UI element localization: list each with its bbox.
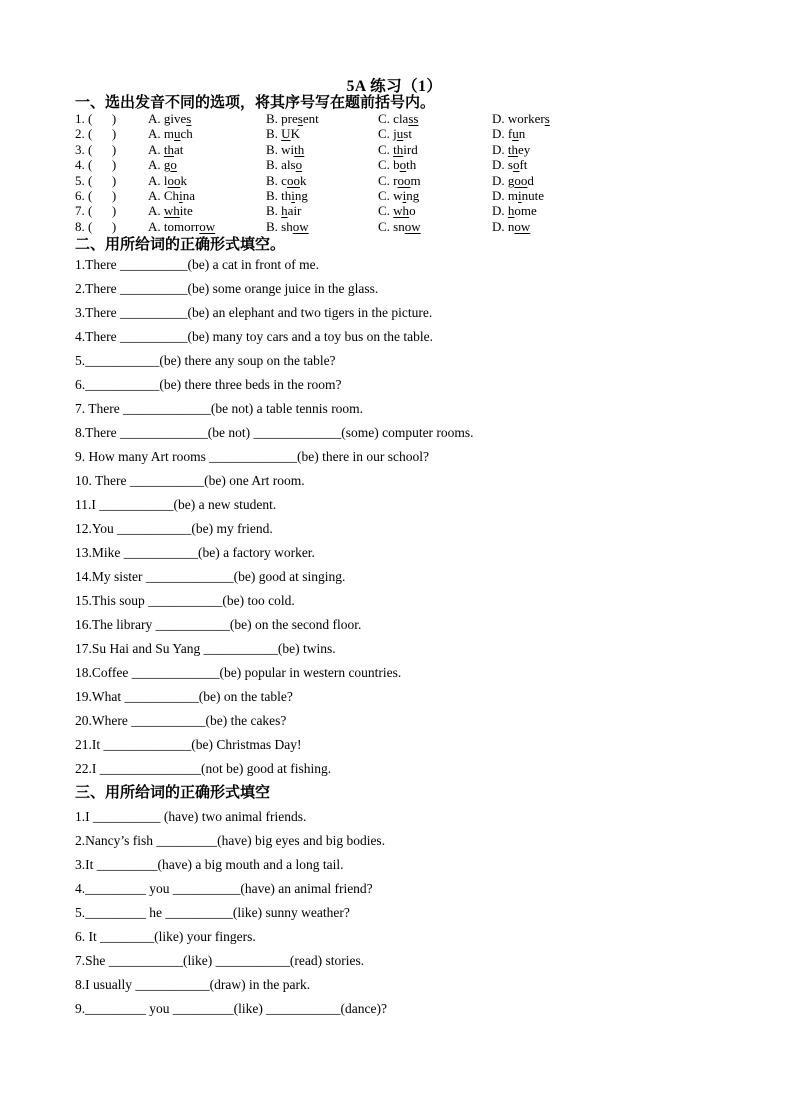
question-number-brackets: 2. ( ) <box>75 126 117 142</box>
underlined-letters: th <box>294 141 305 157</box>
page-title: 5A 练习（1） <box>346 78 443 95</box>
question-number-brackets: 8. ( ) <box>75 218 117 234</box>
underlined-letters: i <box>402 188 407 204</box>
option-a: A. China <box>148 188 195 204</box>
option-c: C. just <box>378 126 412 142</box>
option-b: B. cook <box>266 172 307 188</box>
option-b: B. also <box>266 157 303 173</box>
fill-blank-item: 6. It ________(like) your fingers. <box>75 929 256 945</box>
underlined-letters: ow <box>514 218 531 234</box>
option-d: D. fun <box>492 126 526 142</box>
fill-blank-item: 8.I usually ___________(draw) in the park. <box>75 977 311 993</box>
underlined-letters: oo <box>514 172 528 188</box>
fill-blank-item: 20.Where ___________(be) the cakes? <box>75 713 287 729</box>
underlined-letters: oo <box>397 172 411 188</box>
fill-blank-item: 7. There _____________(be not) a table tennis room. <box>75 401 364 417</box>
fill-blank-item: 4.There __________(be) many toy cars and a toy bus on the table. <box>75 329 434 345</box>
underlined-letters: oo <box>167 172 181 188</box>
option-c: C. room <box>378 172 421 188</box>
underlined-letters: ow <box>199 218 216 234</box>
section3-heading: 三、用所给词的正确形式填空 <box>75 784 271 802</box>
fill-blank-item: 18.Coffee _____________(be) popular in western countries. <box>75 665 402 681</box>
fill-blank-item: 17.Su Hai and Su Yang ___________(be) twins. <box>75 641 336 657</box>
underlined-letters: ss <box>408 111 419 126</box>
phonics-row <box>75 111 714 126</box>
option-a: A. look <box>148 172 187 188</box>
option-c: C. both <box>378 157 417 173</box>
underlined-letters: wh <box>163 203 180 219</box>
question-number-brackets: 1. ( ) <box>75 111 117 126</box>
question-number-brackets: 3. ( ) <box>75 141 117 157</box>
phonics-row <box>75 188 714 203</box>
underlined-letters: th <box>393 141 404 157</box>
underlined-letters: U <box>281 126 291 142</box>
underlined-letters: o <box>295 157 303 173</box>
fill-blank-item: 5._________ he __________(like) sunny weather? <box>75 905 350 921</box>
fill-blank-item: 1.I __________ (have) two animal friends. <box>75 809 307 825</box>
option-c: C. snow <box>378 218 421 234</box>
fill-blank-item: 3.It _________(have) a big mouth and a long tail. <box>75 857 344 873</box>
fill-blank-item: 15.This soup ___________(be) too cold. <box>75 593 295 609</box>
option-b: B. show <box>266 218 309 234</box>
option-c: C. class <box>378 111 419 126</box>
underlined-letters: wh <box>393 203 410 219</box>
fill-blank-item: 9. How many Art rooms _____________(be) there in our school? <box>75 449 429 465</box>
underlined-letters: h <box>281 203 288 219</box>
underlined-letters: i <box>291 188 295 204</box>
underlined-letters: s <box>544 111 550 126</box>
fill-blank-item: 22.I _______________(not be) good at fishing. <box>75 761 332 777</box>
phonics-row <box>75 142 714 157</box>
phonics-row <box>75 203 714 218</box>
phonics-row <box>75 126 714 141</box>
underlined-letters: h <box>507 203 515 219</box>
underlined-letters: th <box>163 141 175 157</box>
option-c: C. who <box>378 203 416 219</box>
option-c: C. third <box>378 141 418 157</box>
underlined-letters: o <box>170 157 177 173</box>
underlined-letters: ow <box>404 218 421 234</box>
option-d: D. now <box>492 218 531 234</box>
fill-blank-verb-list <box>75 805 714 1021</box>
fill-blank-item: 7.She ___________(like) ___________(read) stories. <box>75 953 365 969</box>
option-d: D. they <box>492 141 531 157</box>
fill-blank-item: 12.You ___________(be) my friend. <box>75 521 273 537</box>
fill-blank-item: 9._________ you _________(like) ___________(dance)? <box>75 1001 387 1017</box>
underlined-letters: s <box>186 111 192 126</box>
underlined-letters: u <box>174 126 181 142</box>
question-number-brackets: 6. ( ) <box>75 188 117 204</box>
question-number-brackets: 4. ( ) <box>75 157 117 173</box>
fill-blank-item: 11.I ___________(be) a new student. <box>75 497 277 513</box>
option-a: A. white <box>148 203 193 219</box>
underlined-letters: ow <box>292 218 309 234</box>
question-number-brackets: 5. ( ) <box>75 172 117 188</box>
option-d: D. home <box>492 203 537 219</box>
fill-blank-item: 19.What ___________(be) on the table? <box>75 689 293 705</box>
option-a: A. tomorrow <box>148 218 216 234</box>
option-d: D. good <box>492 172 534 188</box>
fill-blank-item: 10. There ___________(be) one Art room. <box>75 473 305 489</box>
section1-heading: 一、选出发音不同的选项，将其序号写在题前括号内。 <box>75 94 436 111</box>
option-a: A. go <box>148 157 177 173</box>
fill-blank-item: 21.It _____________(be) Christmas Day! <box>75 737 302 753</box>
phonics-rows <box>75 111 714 234</box>
underlined-letters: o <box>399 157 407 173</box>
option-c: C. wing <box>378 188 420 204</box>
fill-blank-item: 14.My sister _____________(be) good at singing. <box>75 569 346 585</box>
phonics-row <box>75 173 714 188</box>
option-d: D. soft <box>492 157 528 173</box>
fill-blank-item: 8.There _____________(be not) _____________(some) computer rooms. <box>75 425 474 441</box>
fill-blank-item: 2.There __________(be) some orange juice in the glass. <box>75 281 379 297</box>
option-d: D. minute <box>492 188 545 204</box>
section2-heading: 二、用所给词的正确形式填空。 <box>75 236 286 254</box>
fill-blank-item: 6.___________(be) there three beds in the room? <box>75 377 342 393</box>
fill-blank-be-list <box>75 253 714 781</box>
phonics-row <box>75 157 714 172</box>
option-b: B. present <box>266 111 319 126</box>
underlined-letters: s <box>297 111 303 126</box>
underlined-letters: u <box>396 126 404 142</box>
fill-blank-item: 5.___________(be) there any soup on the table? <box>75 353 336 369</box>
question-number-brackets: 7. ( ) <box>75 203 117 219</box>
fill-blank-item: 16.The library ___________(be) on the second floor. <box>75 617 362 633</box>
fill-blank-item: 2.Nancy’s fish _________(have) big eyes and big bodies. <box>75 833 386 849</box>
option-a: A. that <box>148 141 184 157</box>
underlined-letters: o <box>512 157 520 173</box>
fill-blank-item: 4._________ you __________(have) an animal friend? <box>75 881 373 897</box>
option-b: B. with <box>266 141 305 157</box>
underlined-letters: i <box>179 188 183 204</box>
underlined-letters: u <box>512 126 519 142</box>
underlined-letters: i <box>518 188 522 204</box>
fill-blank-item: 3.There __________(be) an elephant and two tigers in the picture. <box>75 305 433 321</box>
underlined-letters: oo <box>286 172 300 188</box>
phonics-row <box>75 219 714 234</box>
option-b: B. hair <box>266 203 302 219</box>
fill-blank-item: 13.Mike ___________(be) a factory worker. <box>75 545 315 561</box>
option-b: B. UK <box>266 126 300 142</box>
option-d: D. workers <box>492 111 550 126</box>
option-b: B. thing <box>266 188 308 204</box>
fill-blank-item: 1.There __________(be) a cat in front of me. <box>75 257 320 273</box>
underlined-letters: th <box>507 141 519 157</box>
option-a: A. gives <box>148 111 192 126</box>
option-a: A. much <box>148 126 193 142</box>
